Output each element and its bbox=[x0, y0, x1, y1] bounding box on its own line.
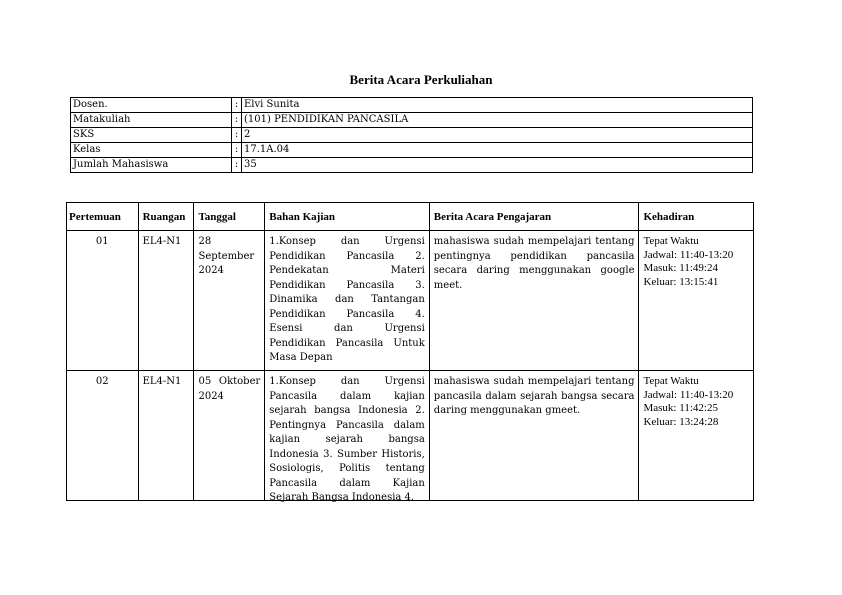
attendance-jadwal: Jadwal: 11:40-13:20 bbox=[643, 248, 734, 261]
info-row-sks bbox=[71, 128, 753, 143]
info-row-kelas bbox=[71, 143, 753, 158]
info-value: 2 bbox=[242, 128, 753, 143]
course-info-table bbox=[70, 97, 753, 173]
info-value: Elvi Sunita bbox=[242, 98, 753, 113]
info-label: Matakuliah bbox=[71, 113, 232, 128]
info-separator: : bbox=[232, 98, 242, 113]
info-separator: : bbox=[232, 143, 242, 158]
attendance-jadwal: Jadwal: 11:40-13:20 bbox=[643, 388, 734, 401]
attendance-status: Tepat Waktu bbox=[643, 375, 699, 387]
info-separator: : bbox=[232, 113, 242, 128]
cell-tanggal: 05 Oktober 2024 bbox=[194, 371, 265, 501]
header-ruangan: Ruangan bbox=[138, 203, 194, 231]
info-label: SKS bbox=[71, 128, 232, 143]
cell-kehadiran bbox=[639, 231, 754, 371]
attendance-keluar: Keluar: 13:15:41 bbox=[643, 275, 719, 288]
header-kehadiran: Kehadiran bbox=[639, 203, 754, 231]
header-tanggal: Tanggal bbox=[194, 203, 265, 231]
info-separator: : bbox=[232, 128, 242, 143]
info-row-dosen bbox=[71, 98, 753, 113]
cell-kehadiran bbox=[639, 371, 754, 501]
attendance-masuk: Masuk: 11:42:25 bbox=[643, 402, 718, 414]
bahan-kajian-text: 1.Konsep dan Urgensi Pancasila dalam kajian sejarah bangsa Indonesia 2. Pentingnya Pancasila dalam kajian sejarah bangsa Indonesia 3. Sumber Historis, Sosiologis, Politis tentang Pancasila dalam Kajian Sejarah Bangsa Indonesia 4. bbox=[269, 376, 425, 503]
attendance-masuk: Masuk: 11:49:24 bbox=[643, 262, 718, 274]
cell-berita-acara: mahasiswa sudah mempelajari tentang pancasila dalam sejarah bangsa secara daring menggunakan gmeet. bbox=[429, 371, 639, 501]
header-pertemuan: Pertemuan bbox=[67, 203, 139, 231]
info-row-matakuliah bbox=[71, 113, 753, 128]
info-value: 17.1A.04 bbox=[242, 143, 753, 158]
info-row-jumlah-mahasiswa bbox=[71, 158, 753, 173]
attendance-keluar: Keluar: 13:24:28 bbox=[643, 415, 719, 428]
table-row bbox=[67, 371, 754, 501]
info-value: 35 bbox=[242, 158, 753, 173]
lecture-log-table bbox=[66, 202, 754, 501]
info-label: Dosen. bbox=[71, 98, 232, 113]
header-berita-acara: Berita Acara Pengajaran bbox=[429, 203, 639, 231]
header-bahan-kajian: Bahan Kajian bbox=[265, 203, 430, 231]
table-row bbox=[67, 231, 754, 371]
attendance-status: Tepat Waktu bbox=[643, 235, 699, 247]
info-label: Jumlah Mahasiswa bbox=[71, 158, 232, 173]
info-value: (101) PENDIDIKAN PANCASILA bbox=[242, 113, 753, 128]
page-title: Berita Acara Perkuliahan bbox=[349, 72, 493, 87]
info-separator: : bbox=[232, 158, 242, 173]
cell-bahan-kajian: 1.Konsep dan Urgensi Pendidikan Pancasila 2. Pendekatan Materi Pendidikan Pancasila 3. Dinamika dan Tantangan Pendidikan Pancasila 4. Esensi dan Urgensi Pendidikan Pancasila Untuk Masa Depan bbox=[265, 231, 430, 371]
cell-bahan-kajian bbox=[265, 371, 430, 501]
cell-ruangan: EL4-N1 bbox=[138, 231, 194, 371]
cell-tanggal: 28 September 2024 bbox=[194, 231, 265, 371]
table-header-row bbox=[67, 203, 754, 231]
cell-berita-acara: mahasiswa sudah mempelajari tentang pentingnya pendidikan pancasila secara daring menggunakan google meet. bbox=[429, 231, 639, 371]
cell-ruangan: EL4-N1 bbox=[138, 371, 194, 501]
info-label: Kelas bbox=[71, 143, 232, 158]
cell-pertemuan: 02 bbox=[67, 371, 139, 501]
cell-pertemuan: 01 bbox=[67, 231, 139, 371]
